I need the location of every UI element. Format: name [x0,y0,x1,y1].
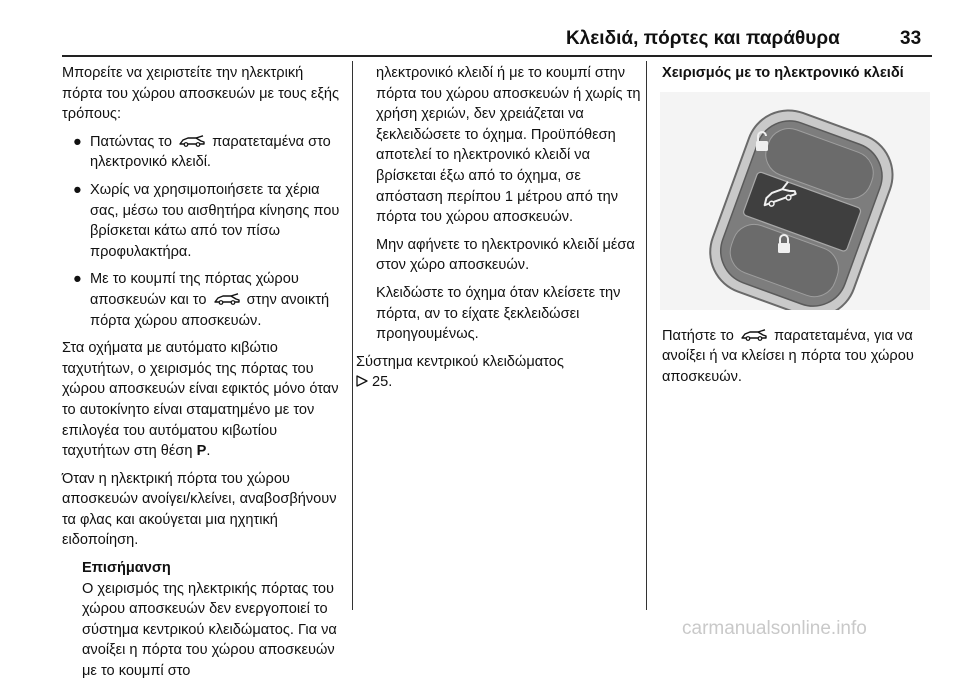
column-3 [662,63,934,394]
automatic-transmission-paragraph [62,338,346,462]
column-2 [356,63,642,400]
bullet-3-text-before: Με το κουμπί της πόρτας χώρου αποσκευών και το [90,271,299,308]
automatic-paragraph-text: Στα οχήματα με αυτόματο κιβώτιο ταχυτήτων, ο χειρισμός της πόρτας του χώρου αποσκευών είναι εφικτός μόνο όταν το αυτοκίνητο είναι σταματημένο με τον επιλογέα του αυτόματου κιβωτίου ταχυτήτων στη θέση [62,340,339,460]
notice-box [82,558,346,682]
car-trunk-icon [179,135,205,147]
bullet-2-text: Χωρίς να χρησιμοποιήσετε τα χέρια σας, μέσω του αισθητήρα κίνησης που βρίσκεται κάτω από τον πίσω προφυλακτήρα. [90,181,340,260]
notice-paragraph-3: Κλειδώστε το όχημα όταν κλείσετε την πόρτα, αν το είχατε ξεκλειδώσει προηγουμένως. [376,284,621,343]
selector-position-p: P [196,443,207,460]
list-item [62,269,346,331]
car-trunk-icon [741,329,767,341]
notice-continuation [376,63,642,345]
list-item [62,180,346,262]
bullet-icon: ● [73,181,82,198]
column-1 [62,63,346,682]
car-trunk-icon [214,293,240,305]
notice-title: Επισήμανση [82,560,171,577]
notice-text: Ο χειρισμός της ηλεκτρικής πόρτας του χώρου αποσκευών δεν ενεργοποιεί το σύστημα κεντρικού κλειδώματος. Για να ανοίξει η πόρτα του χώρου αποσκευών με το κουμπί στο [82,580,337,680]
bullet-1-text-after: παρατεταμένα στο ηλεκτρονικό κλειδί. [90,133,331,171]
list-item [62,132,346,173]
notice-continuation-text: ηλεκτρονικό κλειδί ή με το κουμπί στην πόρτα του χώρου αποσκευών ή χωρίς τη χρήση χεριών, δεν χρειάζεται να ξεκλειδώσετε το όχημα. Προϋπόθεση αποτελεί το ηλεκτρονικό κλειδί να βρίσκεται έξω από το όχημα, σε απόσταση περίπου 1 μέτρου από την πόρτα του χώρου αποσκευών. [376,65,641,226]
bullet-1-text-before: Πατώντας το [90,133,172,150]
electronic-key-illustration [660,92,930,310]
figure-caption [662,326,934,388]
watermark: carmanualsonline.info [682,618,867,639]
column-divider-2 [646,61,647,610]
notice-paragraph-2: Μην αφήνετε το ηλεκτρονικό κλειδί μέσα στον χώρο αποσκευών. [376,236,635,274]
signal-paragraph: Όταν η ηλεκτρική πόρτα του χώρου αποσκευών ανοίγει/κλείνει, αναβοσβήνουν τα φλας και ακούγεται μια ηχητική ειδοποίηση. [62,470,337,549]
automatic-paragraph-end: . [206,443,211,460]
bullet-icon: ● [73,271,82,288]
page-reference-arrow-icon [356,375,368,387]
intro-paragraph: Μπορείτε να χειριστείτε την ηλεκτρική πόρτα του χώρου αποσκευών με τους εξής τρόπους: [62,65,340,123]
page-number: 33 [900,28,922,49]
caption-text-after: παρατεταμένα, για να ανοίξει ή να κλείσει η πόρτα του χώρου αποσκευών. [662,327,914,385]
operation-methods-list [62,132,346,331]
bullet-3-text-after: στην ανοικτή πόρτα χώρου αποσκευών. [90,291,330,329]
central-locking-page-ref: 25. [372,374,393,391]
column-divider-1 [352,61,353,610]
section-heading: Χειρισμός με το ηλεκτρονικό κλειδί [662,65,904,81]
bullet-icon: ● [73,133,82,150]
header-rule [62,55,932,57]
central-locking-text: Σύστημα κεντρικού κλειδώματος [356,353,564,370]
caption-text-before: Πατήστε το [662,327,734,344]
central-locking-reference [356,352,642,393]
page-header-title: Κλειδιά, πόρτες και παράθυρα [566,28,840,49]
